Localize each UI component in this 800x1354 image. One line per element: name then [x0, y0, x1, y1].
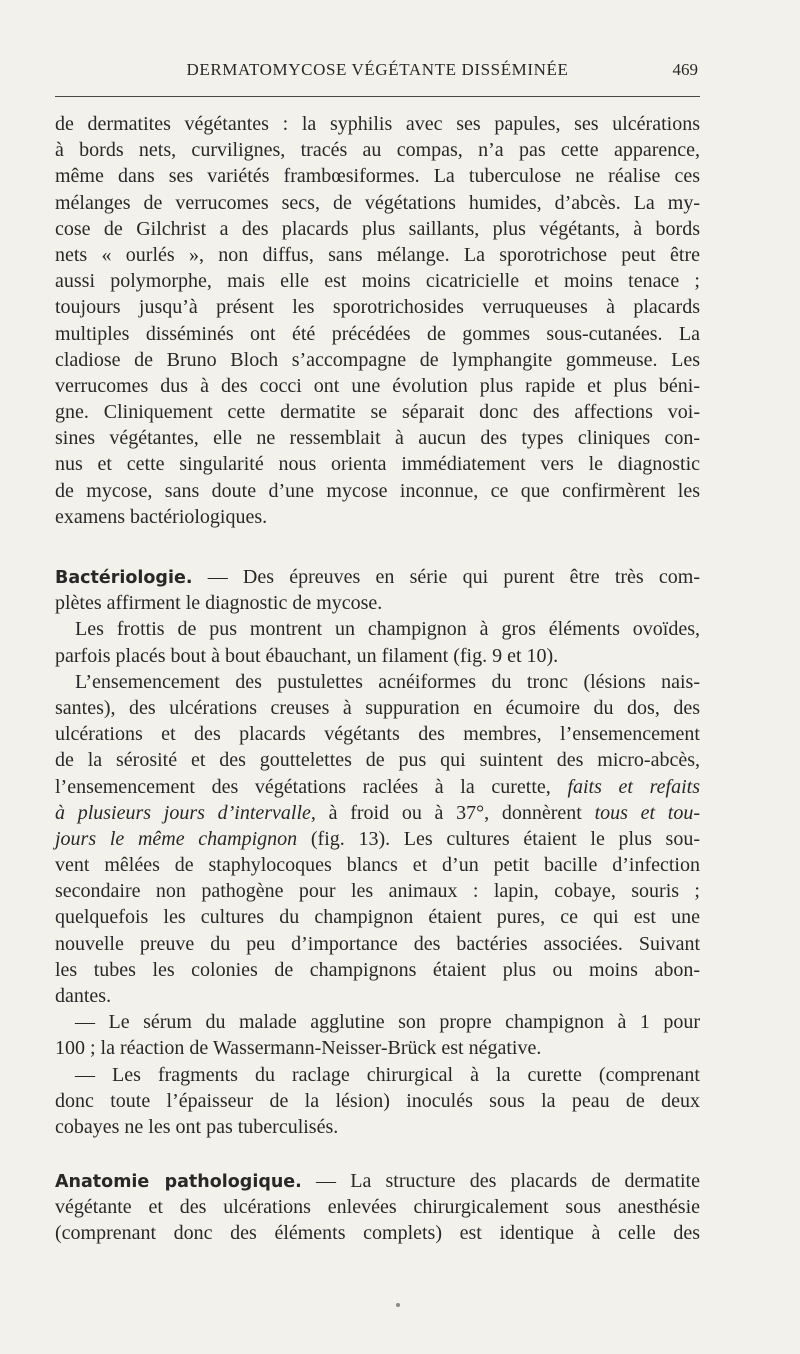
section-heading-anatomie: Anatomie pathologique. [55, 1172, 302, 1192]
text-run: l’ensemencement des végétations raclées à la curette, [55, 775, 568, 798]
text-line: toujours jusqu’à présent les sporotrichosides verruqueuses à placards [55, 296, 700, 319]
text-run: à froid ou à 37°, donnèrent [315, 801, 595, 824]
text-line: nouvelle preuve du peu d’importance des bactéries associées. Suivant [55, 932, 700, 955]
text-line: parfois placés bout à bout ébauchant, un filament (fig. 9 et 10). [55, 644, 559, 667]
text-line: les tubes les colonies de champignons étaient plus ou moins abon- [55, 958, 700, 981]
text-line: cobayes ne les ont pas tuberculisés. [55, 1115, 339, 1138]
text-line: à bords nets, curvilignes, tracés au compas, n’a pas cette apparence, [55, 139, 700, 162]
running-title: DERMATOMYCOSE VÉGÉTANTE DISSÉMINÉE [186, 60, 569, 79]
text-line: santes), des ulcérations creuses à suppuration en écumoire du dos, des [55, 696, 700, 719]
text-line: de dermatites végétantes : la syphilis avec ses papules, ses ulcérations [55, 113, 700, 135]
paragraph-differential-diagnosis [55, 111, 700, 530]
italic-run: jours le même champignon [55, 827, 298, 850]
page-number: 469 [672, 60, 698, 79]
italic-run: faits et refaits [567, 775, 700, 798]
text-line: (comprenant donc des éléments complets) est identique à celle des [55, 1222, 700, 1245]
text-line: quelquefois les cultures du champignon étaient pures, ce qui est une [55, 906, 700, 929]
text-line: dantes. [55, 985, 112, 1007]
text-line: cladiose de Bruno Bloch s’accompagne de lymphangite gommeuse. Les [55, 348, 700, 371]
text-line: Les frottis de pus montrent un champignon à gros éléments ovoïdes, [75, 618, 700, 641]
italic-run: à plusieurs jours d’intervalle, [55, 801, 316, 824]
section-first-line [55, 564, 700, 590]
text-line: aussi polymorphe, mais elle est moins cicatricielle et moins tenace ; [55, 270, 700, 293]
text-line: — Les fragments du raclage chirurgical à la curette (comprenant [75, 1063, 700, 1086]
text-line: ulcérations et des placards végétants des membres, l’ensemencement [55, 723, 700, 746]
text-line: L’ensemencement des pustulettes acnéiformes du tronc (lésions nais- [75, 670, 700, 693]
text-line: de la sérosité et des gouttelettes de pus qui suintent des micro-abcès, [55, 749, 700, 772]
text-line: sines végétantes, elle ne ressemblait à aucun des types cliniques con- [55, 427, 700, 450]
text-line: gne. Cliniquement cette dermatite se séparait donc des affections voi- [55, 401, 700, 424]
text-line: nets « ourlés », non diffus, sans mélange. La sporotrichose peut être [55, 243, 700, 266]
text-line: cose de Gilchrist a des placards plus saillants, plus végétants, à bords [55, 217, 700, 240]
text-line: même dans ses variétés frambœsiformes. La tuberculose ne réalise ces [55, 165, 700, 188]
text-line: 100 ; la réaction de Wassermann-Neisser-Brück est négative. [55, 1037, 542, 1060]
paper-speck [396, 1303, 400, 1307]
text-line: de mycose, sans doute d’une mycose inconnue, ce que confirmèrent les [55, 479, 700, 502]
section-heading-bacteriologie: Bactériologie. [55, 568, 193, 588]
text-run: (fig. 13). Les cultures étaient le plus sou- [297, 827, 700, 850]
text-line [55, 774, 700, 800]
text-line [55, 800, 700, 826]
text-line: végétante et des ulcérations enlevées chirurgicalement sous anesthésie [55, 1196, 700, 1219]
text-line: examens bactériologiques. [55, 505, 268, 528]
text-line [55, 826, 700, 852]
text-line: verrucomes dus à des cocci ont une évolution plus rapide et plus béni- [55, 374, 700, 397]
section-anatomie-pathologique [55, 1168, 700, 1247]
section-bacteriologie [55, 564, 700, 1140]
text-line: donc toute l’épaisseur de la lésion) inoculés sous la peau de deux [55, 1089, 700, 1112]
text-line: nus et cette singularité nous orienta immédiatement vers le diagnostic [55, 453, 700, 476]
text-line: — Le sérum du malade agglutine son propre champignon à 1 pour [75, 1011, 700, 1034]
text-line: multiples disséminés ont été précédées de gommes sous-cutanées. La [55, 322, 700, 345]
text-run: — Des épreuves en série qui purent être très com- [207, 566, 701, 588]
text-line: vent mêlées de staphylocoques blancs et d’un petit bacille d’infection [55, 854, 700, 877]
header-rule [55, 96, 700, 97]
italic-run: tous et tou- [594, 801, 700, 824]
text-line: secondaire non pathogène pour les animaux : lapin, cobaye, souris ; [55, 880, 700, 903]
running-head [55, 60, 700, 86]
text-line: plètes affirment le diagnostic de mycose. [55, 592, 383, 615]
text-line: mélanges de verrucomes secs, de végétations humides, d’abcès. La my- [55, 191, 700, 214]
text-run: — La structure des placards de dermatite [316, 1170, 700, 1192]
section-first-line [55, 1168, 700, 1194]
